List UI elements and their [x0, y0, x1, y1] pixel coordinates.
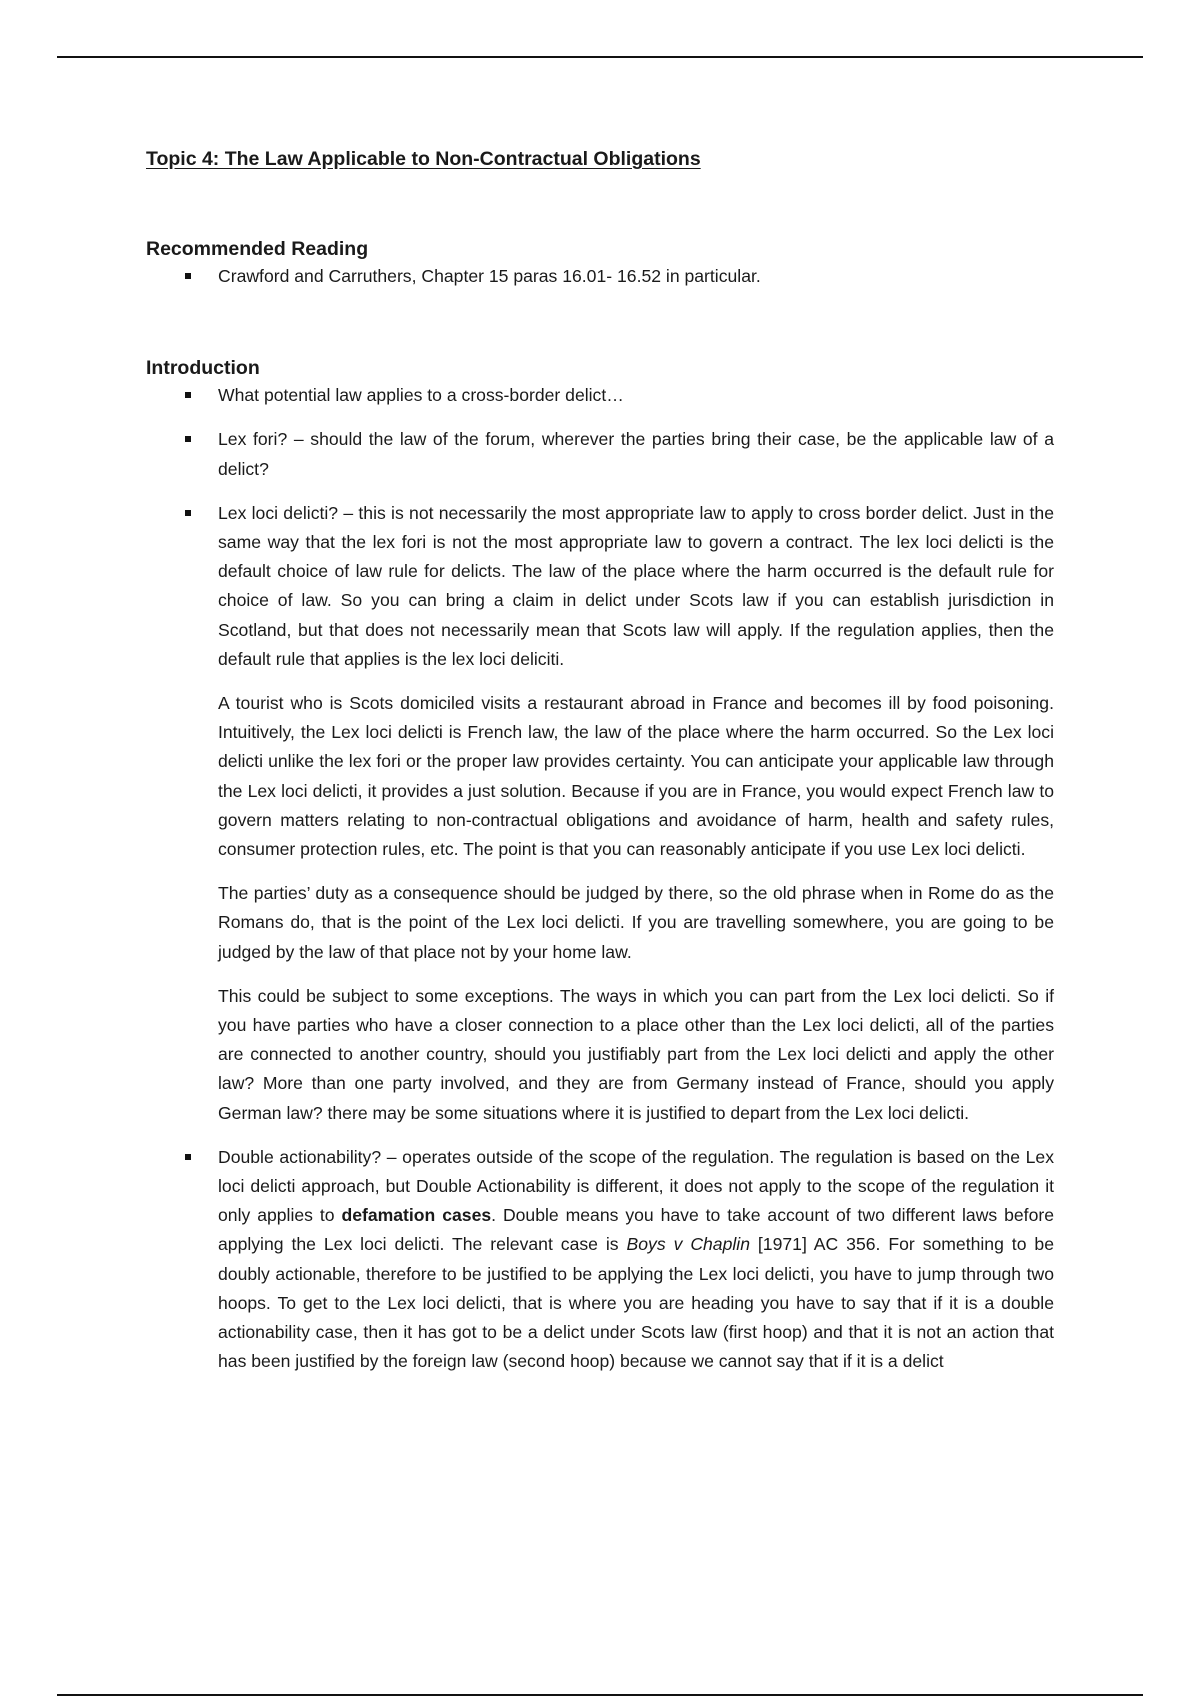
introduction-heading: Introduction: [146, 357, 260, 380]
document-body: [146, 146, 1054, 1392]
recommended-reading-heading: Recommended Reading: [146, 238, 369, 260]
defamation-cases-emphasis: defamation cases: [341, 1205, 492, 1226]
lex-loci-paragraph-4: This could be subject to some exceptions. The ways in which you can part from the Lex loci delicti. So if you have parties who have a closer connection to a place other than the Lex loci delicti, all of the parties are connected to another country, should you justifiably part from the Lex loci delicti and apply the other law? More than one party involved, and they are from Germany instead of France, should you apply German law? there may be some situations where it is justified to depart from the Lex loci delicti.: [218, 985, 1054, 1123]
bullet-square-icon: [185, 392, 191, 398]
double-actionability-text-a: Double actionability? – operates outside of the scope of the regulation. The regulation is based on the Lex loci delicti approach, but Double Actionability is different, it does not apply to the scope of the regulation it only applies to: [218, 1146, 1054, 1226]
introduction-list: [146, 381, 1054, 1376]
bullet-square-icon: [185, 1154, 191, 1160]
bottom-rule: [57, 1694, 1143, 1696]
bullet-square-icon: [185, 273, 191, 279]
list-item: [146, 425, 1054, 483]
document-title: Topic 4: The Law Applicable to Non-Contractual Obligations: [146, 148, 701, 170]
intro-item-text: What potential law applies to a cross-border delict…: [218, 385, 624, 406]
list-item: [146, 262, 1054, 291]
bullet-square-icon: [185, 436, 191, 442]
list-item: [146, 381, 1054, 410]
double-actionability-text-b: . Double means you have to take account of two different laws before applying the Lex loci delicti. The relevant case is: [218, 1205, 1054, 1255]
reading-item-text: Crawford and Carruthers, Chapter 15 paras 16.01- 16.52 in particular.: [218, 266, 761, 286]
lex-loci-paragraph-1: Lex loci delicti? – this is not necessarily the most appropriate law to apply to cross border delict. Just in the same way that the lex fori is not the most appropriate law to govern a contract. The lex loci delicti is the default choice of law rule for delicts. The law of the place where the harm occurred is the default rule for choice of law. So you can bring a claim in delict under Scots law if you can establish jurisdiction in Scotland, but that does not necessarily mean that Scots law will apply. If the regulation applies, then the default rule that applies is the lex loci deliciti.: [218, 502, 1054, 669]
bullet-square-icon: [185, 510, 191, 516]
intro-item-text: Lex fori? – should the law of the forum, wherever the parties bring their case, be the applicable law of a delict?: [218, 429, 1054, 479]
case-name: Boys v Chaplin: [626, 1234, 750, 1255]
reading-list: [146, 262, 1054, 291]
lex-loci-paragraph-3: The parties’ duty as a consequence should be judged by there, so the old phrase when in Rome do as the Romans do, that is the point of the Lex loci delicti. If you are travelling somewhere, you are going to be judged by the law of that place not by your home law.: [218, 883, 1054, 962]
lex-loci-paragraph-2: A tourist who is Scots domiciled visits a restaurant abroad in France and becomes ill by food poisoning. Intuitively, the Lex loci delicti is French law, the law of the place where the harm occurred. So the Lex loci delicti unlike the lex fori or the proper law provides certainty. You can anticipate your applicable law through the Lex loci delicti, it provides a just solution. Because if you are in France, you would expect French law to govern matters relating to non-contractual obligations and avoidance of harm, health and safety rules, consumer protection rules, etc. The point is that you can reasonably anticipate if you use Lex loci delicti.: [218, 693, 1054, 860]
list-item: [146, 1143, 1054, 1377]
double-actionability-text-c: [1971] AC 356. For something to be doubly actionable, therefore to be justified to be applying the Lex loci delicti, you have to jump through two hoops. To get to the Lex loci delicti, that is where you are heading you have to say that if it is a double actionability case, then it has got to be a delict under Scots law (first hoop) and that it is not an action that has been justified by the foreign law (second hoop) because we cannot say that if it is a delict: [218, 1234, 1054, 1372]
top-rule: [57, 56, 1143, 58]
double-actionability-paragraph: [218, 1143, 1054, 1377]
list-item: [146, 499, 1054, 1128]
